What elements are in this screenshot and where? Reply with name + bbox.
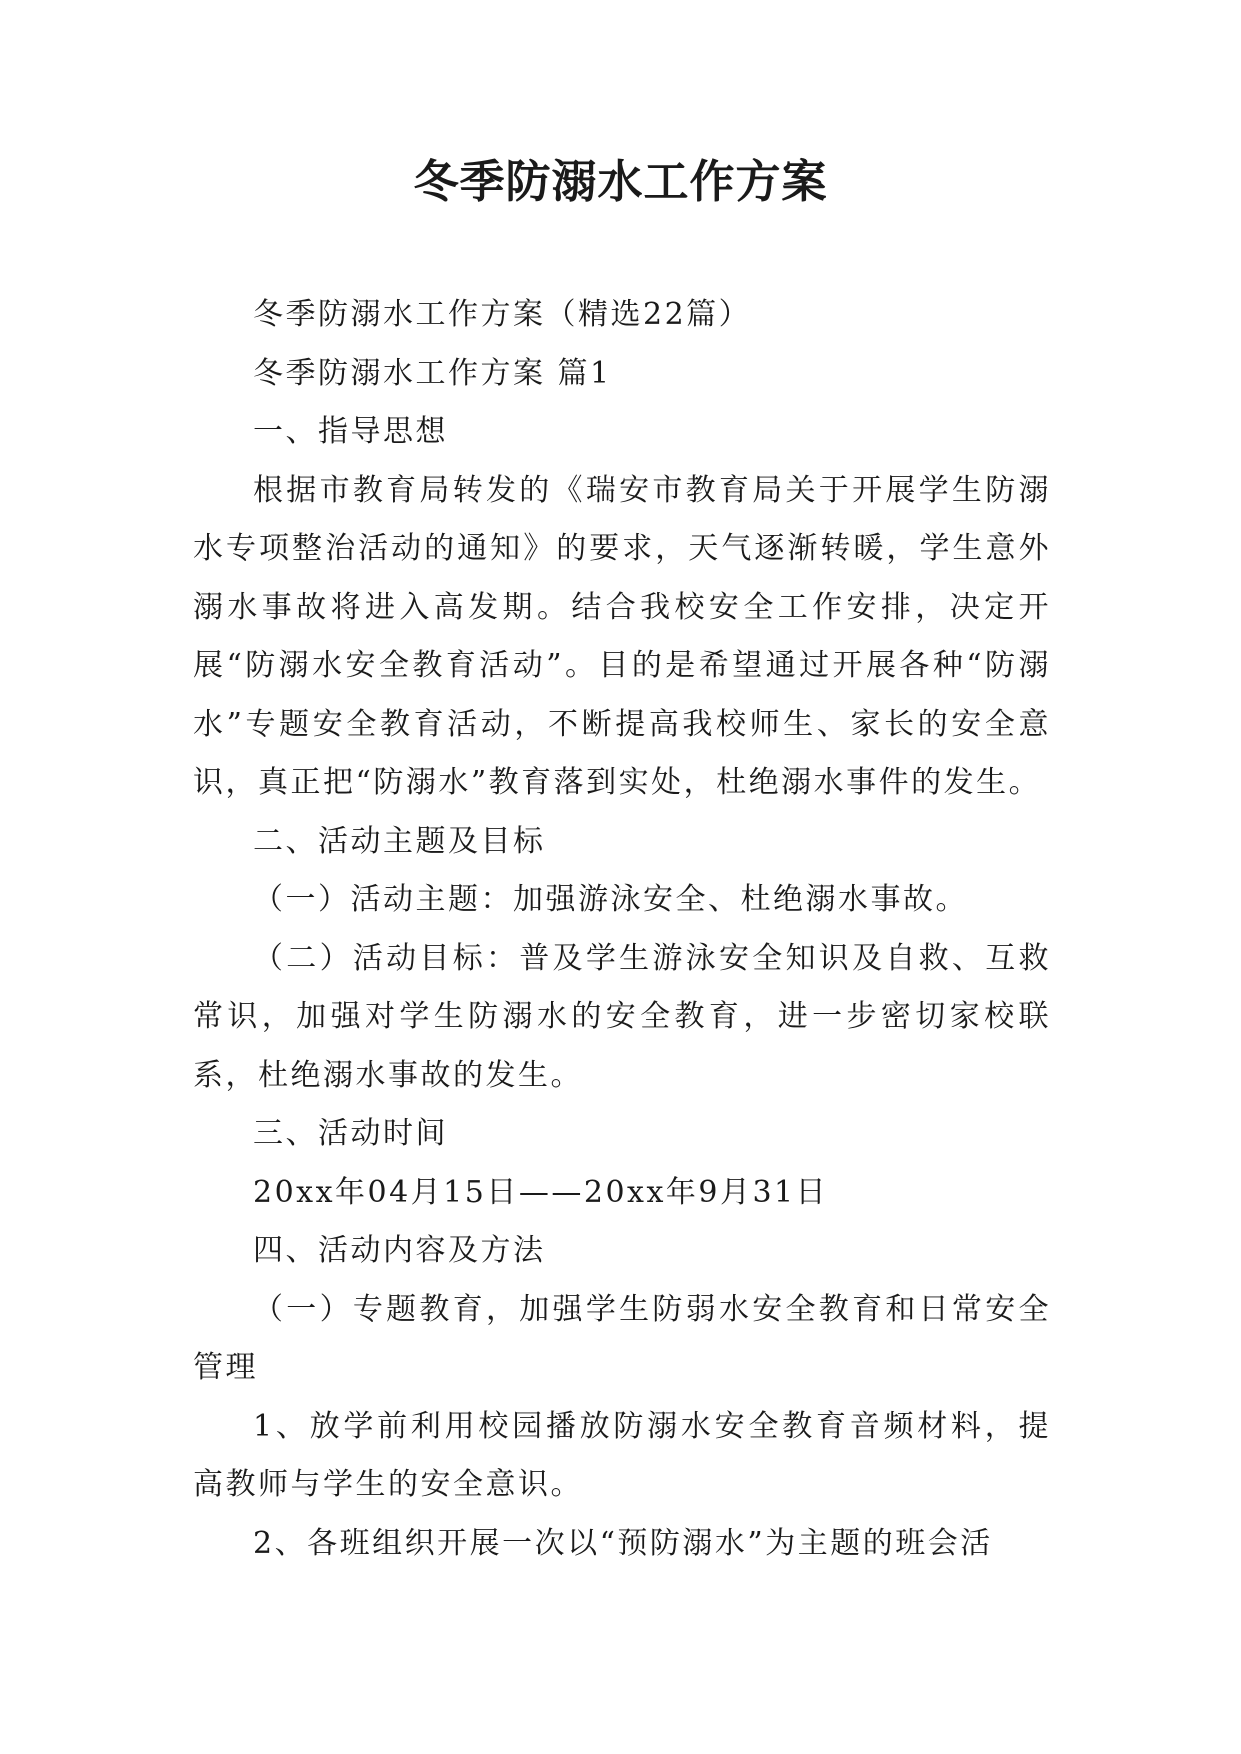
section-heading-part-1: 冬季防溺水工作方案 篇1 [253,355,612,391]
list-item: 1、放学前利用校园播放防溺水安全教育音频材料，提高教师与学生的安全意识。 [193,1408,1051,1502]
heading-content-and-methods: 四、活动内容及方法 [253,1233,546,1268]
document-body [193,286,1051,1573]
heading-activity-time: 三、活动时间 [253,1116,448,1151]
body-paragraph: （一）专题教育，加强学生防弱水安全教育和日常安全管理 [193,1291,1051,1385]
heading-guiding-ideology: 一、指导思想 [253,414,448,449]
body-paragraph: （一）活动主题：加强游泳安全、杜绝溺水事故。 [253,882,968,917]
heading-theme-and-goals: 二、活动主题及目标 [253,823,546,859]
subtitle-paragraph: 冬季防溺水工作方案（精选22篇） [253,297,752,332]
body-paragraph: （二）活动目标：普及学生游泳安全知识及自救、互救常识，加强对学生防溺水的安全教育，进一步密切家校联系，杜绝溺水事故的发生。 [193,940,1051,1093]
list-item: 2、各班组织开展一次以“预防溺水”为主题的班会活 [253,1525,993,1561]
body-paragraph: 根据市教育局转发的《瑞安市教育局关于开展学生防溺水专项整治活动的通知》的要求，天气逐渐转暖，学生意外溺水事故将进入高发期。结合我校安全工作安排，决定开展“防溺水安全教育活动”。目的是希望通过开展各种“防溺水”专题安全教育活动，不断提高我校师生、家长的安全意识，真正把“防溺水”教育落到实处，杜绝溺水事件的发生。 [193,472,1051,800]
activity-date-range: 20xx年04月15日——20xx年9月31日 [253,1174,829,1210]
document-title: 冬季防溺水工作方案 [413,155,828,208]
